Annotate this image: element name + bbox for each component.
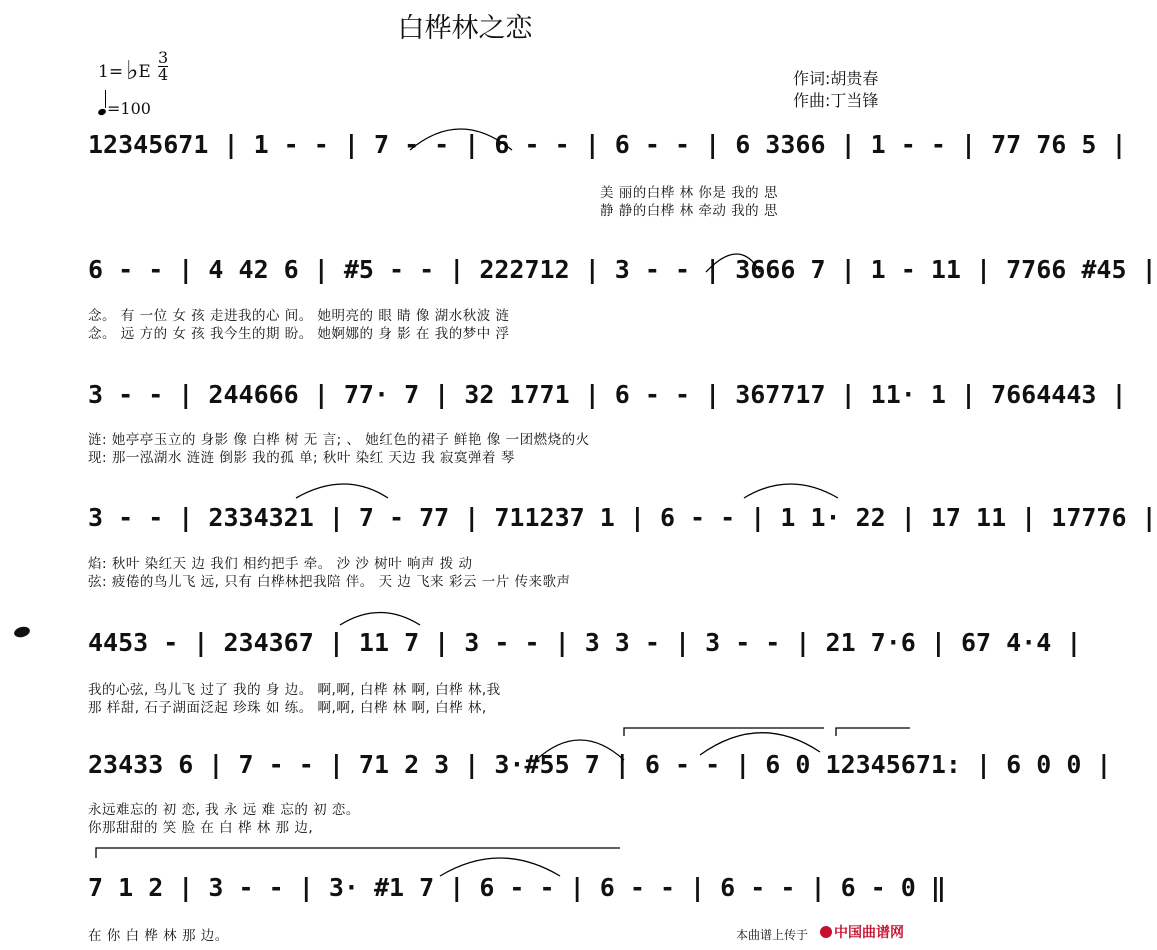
volta-1: [624, 728, 824, 736]
tempo-value: =100: [107, 99, 151, 118]
time-top: 3: [158, 48, 169, 67]
key-note: E: [138, 62, 151, 82]
lyric-5-v1: 我的心弦, 鸟儿飞 过了 我的 身 边。 啊,啊, 白桦 林 啊, 白桦 林,我: [88, 682, 501, 698]
lyric-6-v2: 你那甜甜的 笑 脸 在 白 桦 林 那 边,: [88, 820, 314, 836]
lyric-4-v2: 弦: 疲倦的鸟儿飞 远, 只有 白桦林把我陪 伴。 天 边 飞来 彩云 一片 传来歌声: [88, 574, 571, 590]
staff-line-2: 6 - - | 4 42 6 | #5 - - | 222712 | 3 - - | 3666 7 | 1 - 11 | 7766 #45 |: [88, 255, 1157, 284]
lyric-2-v1: 念。 有 一位 女 孩 走进我的心 间。 她明亮的 眼 睛 像 湖水秋波 涟: [88, 308, 510, 324]
lyric-7-v1: 在 你 白 桦 林 那 边。: [88, 928, 229, 944]
staff-line-5: 4453 - | 234367 | 11 7 | 3 - - | 3 3 - | 3 - - | 21 7·6 | 67 4·4 |: [88, 628, 1082, 657]
volta-2: [836, 728, 910, 736]
lyric-3-v2: 现: 那一泓湖水 涟涟 倒影 我的孤 单; 秋叶 染红 天边 我 寂寞弹着 琴: [88, 450, 515, 466]
flat-sign: ♭: [126, 56, 139, 86]
song-title: 白桦林之恋: [397, 13, 533, 44]
upload-note: 本曲谱上传于: [736, 928, 809, 942]
staff-line-4: 3 - - | 2334321 | 7 - 77 | 711237 1 | 6 - - | 1 1· 22 | 17 11 | 17776 |: [88, 503, 1157, 532]
lyric-3-v1: 涟: 她亭亭玉立的 身影 像 白桦 树 无 言; 、 她红色的裙子 鲜艳 像 一团燃烧的火: [88, 432, 590, 448]
lyric-4-v1: 焰: 秋叶 染红天 边 我们 相约把手 牵。 沙 沙 树叶 响声 拨 动: [88, 556, 473, 572]
lyric-1-v2: 静 静的白桦 林 牵动 我的 思: [600, 203, 778, 219]
slur-line2: [706, 254, 760, 272]
lyricist-credit: 作词:胡贵春: [793, 69, 879, 88]
globe-icon: [820, 926, 832, 938]
logo-text: 中国曲谱网: [834, 925, 904, 941]
slur-line7: [440, 858, 560, 876]
lyric-5-v2: 那 样甜, 石子湖面泛起 珍珠 如 练。 啊,啊, 白桦 林 啊, 白桦 林,: [88, 700, 487, 716]
volta-2b: [96, 848, 620, 858]
key-prefix: 1=: [98, 62, 124, 82]
site-logo[interactable]: [820, 922, 904, 942]
slur-line4a: [296, 484, 388, 498]
staff-line-1: 12345671 | 1 - - | 7 - - | 6 - - | 6 - - | 6 3366 | 1 - - | 77 76 5 |: [88, 130, 1127, 159]
staff-line-6: 23433 6 | 7 - - | 71 2 3 | 3·#55 7 | 6 - - | 6 0 12345671: | 6 0 0 |: [88, 750, 1112, 779]
lyric-6-v1: 永远难忘的 初 恋, 我 永 远 难 忘的 初 恋。: [88, 802, 360, 818]
staff-line-3: 3 - - | 244666 | 77· 7 | 32 1771 | 6 - - | 367717 | 11· 1 | 7664443 |: [88, 380, 1127, 409]
lyric-1-v1: 美 丽的白桦 林 你是 我的 思: [600, 185, 778, 201]
time-bottom: 4: [158, 65, 169, 84]
slur-line6a: [536, 740, 624, 760]
slur-line6b: [700, 733, 820, 755]
staff-line-7: 7 1 2 | 3 - - | 3· #1 7 | 6 - - | 6 - - | 6 - - | 6 - 0 ‖: [88, 873, 946, 902]
slur-line1: [410, 129, 512, 150]
composer-credit: 作曲:丁当锋: [793, 91, 879, 110]
slur-line5: [340, 613, 420, 626]
slur-line4b: [744, 484, 838, 498]
lyric-2-v2: 念。 远 方的 女 孩 我今生的期 盼。 她婀娜的 身 影 在 我的梦中 浮: [88, 326, 510, 342]
